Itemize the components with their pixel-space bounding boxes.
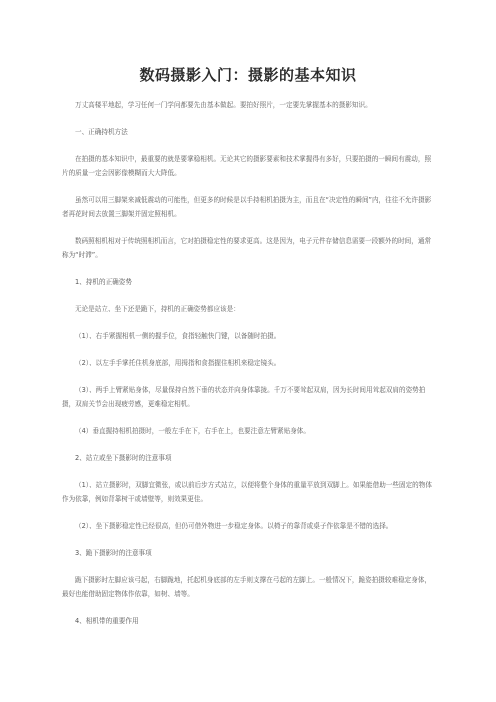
subsection-heading-3: 3、跪下摄影时的注意事项 bbox=[75, 549, 152, 557]
paragraph: 跪下摄影时左脚应该弓起，右脚跪地，托起机身底部的左手则支撑在弓起的左脚上。一般情况下，跪姿拍摄较难稳定身体，最好也能借助固定物体作依靠，如树、墙等。 bbox=[62, 576, 432, 598]
paragraph: 无论是站立、坐下还是跪下，持机的正确姿势都应该是： bbox=[75, 305, 240, 313]
paragraph-intro: 万丈高楼平地起，学习任何一门学问都要先由基本做起。要拍好照片，一定要先掌握基本的摄影知识。 bbox=[75, 101, 372, 109]
subsection-heading-4: 4、相机带的重要作用 bbox=[75, 617, 139, 625]
subsection-heading-1: 1、持机的正确姿势 bbox=[75, 278, 132, 286]
paragraph: 数码照相机相对于传统照相机而言，它对拍摄稳定性的要求更高。这是因为，电子元件存储信息需要一段额外的时间，通常称为“时滞”。 bbox=[62, 237, 432, 259]
list-item: （2）、坐下摄影稳定性已经很高，但仍可借外物进一步稳定身体。以椅子的靠背或桌子作依靠是不错的选择。 bbox=[75, 522, 393, 530]
list-item: （2）、以左手手掌托住机身底部，用拇指和食指握住相机来稳定镜头。 bbox=[75, 359, 281, 367]
list-item: （4）垂直握持相机拍摄时，一般左手在下，右手在上，也要注意左臂紧贴身体。 bbox=[75, 427, 310, 435]
paragraph: 在拍摄的基本知识中，最重要的就是要掌稳相机。无论其它的摄影要素和技术掌握得有多好，只要拍摄的一瞬间有震动，照片的质量一定会因影像模糊而大大降低。 bbox=[62, 155, 432, 177]
list-item: （3）、两手上臂紧贴身体，尽量保持自然下垂的状态并向身体靠拢。千万不要耸起双肩，因为长时间用耸起双肩的姿势拍摄，双肩关节会出现疲劳感，更难稳定相机。 bbox=[62, 386, 426, 408]
document-title: 数码摄影入门：摄影的基本知识 bbox=[139, 66, 357, 84]
paragraph: 虽然可以用三脚架来减低震动的可能性，但更多的时候是以手持相机拍摄为主，而且在“决定性的瞬间”内，往往不允许摄影者再花时间去放置三脚架并固定照相机。 bbox=[62, 196, 432, 218]
document-body bbox=[62, 98, 434, 641]
list-item: （1）、站立摄影时，双脚宜微张，或以前后步方式站立，以便将整个身体的重量平放到双脚上。如果能借助一些固定的物体作为依靠，例如背靠树干或墙壁等，则效果更佳。 bbox=[62, 481, 432, 503]
list-item: （1）、右手紧握相机一侧的握手位，食指轻触快门键，以备随时拍摄。 bbox=[75, 332, 281, 340]
section-heading-1: 一、正确持机方法 bbox=[75, 128, 128, 136]
subsection-heading-2: 2、站立或坐下摄影时的注意事项 bbox=[75, 454, 172, 462]
